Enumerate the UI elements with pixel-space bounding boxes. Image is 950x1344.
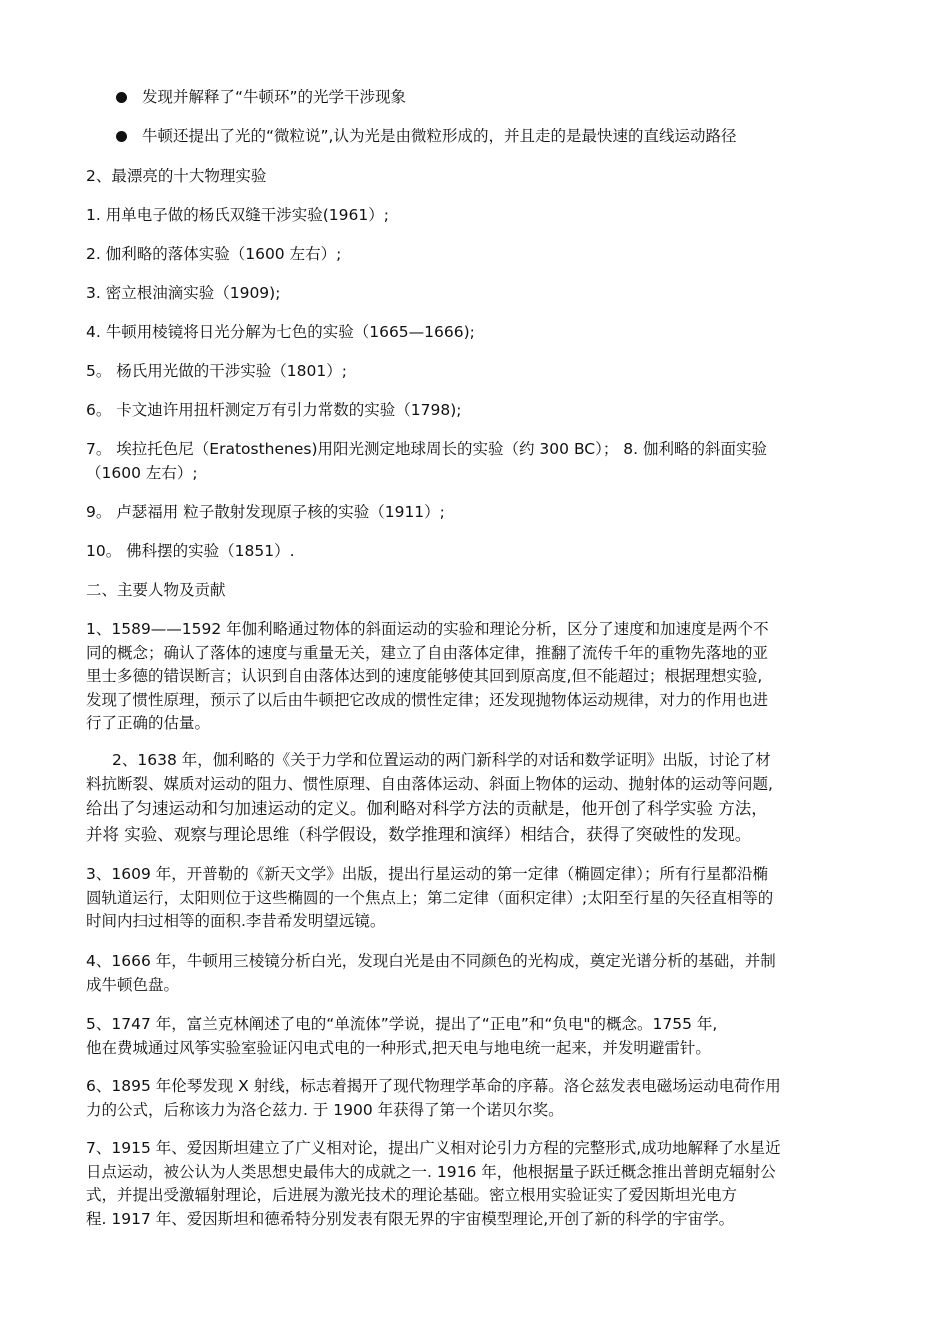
paragraph-line: 料抗断裂、媒质对运动的阻力、惯性原理、自由落体运动、斜面上物体的运动、抛射体的运动等问题,	[86, 774, 773, 793]
experiment-item: 7。 埃拉托色尼（Eratosthenes)用阳光测定地球周长的实验（约 300 BC）； 8. 伽利略的斜面实验	[86, 440, 768, 458]
paragraph-line: 并将 实验、观察与理论思维（科学假设，数学推理和演绎）相结合，获得了突破性的发现。	[86, 825, 752, 844]
paragraph-line: 他在费城通过风筝实验室验证闪电式电的一种形式,把天电与地电统一起来，并发明避雷针。	[86, 1038, 711, 1057]
paragraph-line: 成牛顿色盘。	[86, 975, 180, 994]
bullet-dot-icon	[116, 131, 127, 142]
paragraph	[86, 950, 876, 997]
paragraph-line: 式，并提出受激辐射理论，后进展为激光技术的理论基础。密立根用实验证实了爱因斯坦光电方	[86, 1186, 738, 1204]
paragraph	[86, 1137, 876, 1231]
paragraph-line: 程. 1917 年、爱因斯坦和德希特分别发表有限无界的宇宙模型理论,开创了新的科学的宇宙学。	[86, 1209, 735, 1228]
experiment-item: 6。 卡文迪许用扭杆测定万有引力常数的实验（1798);	[86, 401, 462, 419]
paragraph	[86, 1075, 876, 1122]
paragraph-line: 7、1915 年、爱因斯坦建立了广义相对论，提出广义相对论引力方程的完整形式,成功地解释了水星近	[86, 1139, 781, 1157]
paragraph	[86, 1013, 876, 1060]
bullet-dot-icon	[116, 92, 127, 103]
experiment-item: 1. 用单电子做的杨氏双缝干涉实验(1961）;	[86, 206, 389, 224]
paragraph	[86, 863, 876, 934]
section-heading: 二、主要人物及贡献	[86, 581, 226, 599]
paragraph-line: 给出了匀速运动和匀加速运动的定义。伽利略对科学方法的贡献是，他开创了科学实验 方法，	[86, 799, 768, 818]
paragraph	[86, 618, 876, 736]
experiment-item: 3. 密立根油滴实验（1909);	[86, 284, 281, 302]
paragraph-line: 圆轨道运行，太阳则位于这些椭圆的一个焦点上；第二定律（面积定律）;太阳至行星的矢径直相等的	[86, 888, 774, 907]
section-heading: 2、最漂亮的十大物理实验	[86, 167, 267, 185]
paragraph-line: 同的概念；确认了落体的速度与重量无关，建立了自由落体定律，推翻了流传千年的重物先落地的亚	[86, 643, 769, 662]
paragraph-line: 力的公式，后称该力为洛仑兹力. 于 1900 年获得了第一个诺贝尔奖。	[86, 1100, 564, 1119]
experiment-item-continuation: （1600 左右）;	[86, 464, 198, 482]
experiment-item: 4. 牛顿用棱镜将日光分解为七色的实验（1665—1666);	[86, 323, 475, 341]
paragraph	[86, 749, 876, 848]
experiment-item: 10。 佛科摆的实验（1851）.	[86, 542, 295, 560]
paragraph-line: 里士多德的错误断言；认识到自由落体达到的速度能够使其回到原高度,但不能超过；根据理想实验,	[86, 667, 763, 685]
experiment-item: 5。 杨氏用光做的干涉实验（1801）;	[86, 362, 347, 380]
paragraph-line: 日点运动，被公认为人类思想史最伟大的成就之一. 1916 年，他根据量子跃迁概念推出普朗克辐射公	[86, 1162, 776, 1181]
bullet-item: 发现并解释了“牛顿环”的光学干涉现象	[142, 88, 407, 106]
paragraph-line: 3、1609 年，开普勒的《新天文学》出版，提出行星运动的第一定律（椭圆定律）；所有行星都沿椭	[86, 865, 768, 883]
paragraph-line: 行了正确的估量。	[86, 714, 211, 732]
experiment-item: 2. 伽利略的落体实验（1600 左右）;	[86, 245, 342, 263]
paragraph-line: 4、1666 年，牛顿用三棱镜分析白光，发现白光是由不同颜色的光构成，奠定光谱分析的基础，并制	[86, 952, 776, 970]
paragraph-line: 6、1895 年伦琴发现 X 射线，标志着揭开了现代物理学革命的序幕。洛仑兹发表电磁场运动电荷作用	[86, 1077, 781, 1095]
paragraph-line: 5、1747 年，富兰克林阐述了电的“单流体”学说，提出了“正电”和“负电"的概念。1755 年,	[86, 1015, 718, 1033]
paragraph-line: 1、1589——1592 年伽利略通过物体的斜面运动的实验和理论分析，区分了速度和加速度是两个不	[86, 620, 769, 638]
paragraph-line: 发现了惯性原理，预示了以后由牛顿把它改成的惯性定律；还发现抛物体运动规律，对力的作用也进	[86, 690, 769, 709]
bullet-item: 牛顿还提出了光的“微粒说”,认为光是由微粒形成的，并且走的是最快速的直线运动路径	[142, 127, 737, 145]
paragraph-line: 2、1638 年，伽利略的《关于力学和位置运动的两门新科学的对话和数学证明》出版，讨论了材	[112, 751, 771, 769]
experiment-item: 9。 卢瑟福用 粒子散射发现原子核的实验（1911）;	[86, 503, 445, 521]
paragraph-line: 时间内扫过相等的面积.李昔希发明望远镜。	[86, 912, 386, 930]
